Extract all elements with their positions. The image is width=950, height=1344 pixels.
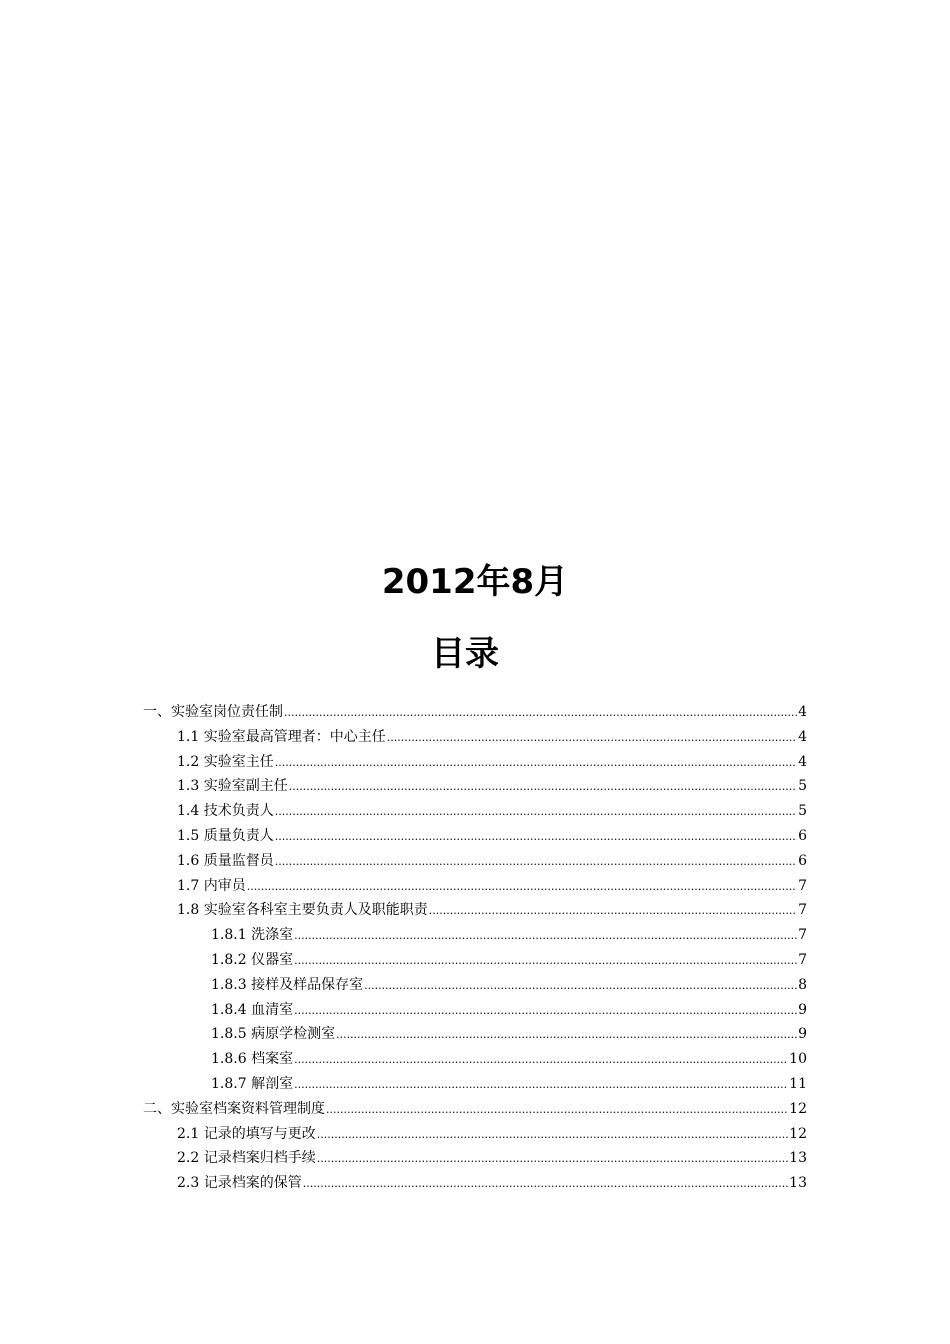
- toc-entry-title: 2.1 记录的填写与更改: [177, 1125, 316, 1142]
- toc-entry[interactable]: [143, 799, 807, 824]
- toc-dot-leader: [247, 875, 797, 900]
- toc-entry-title: 2.2 记录档案归档手续: [177, 1150, 316, 1167]
- toc-dot-leader: [317, 1147, 788, 1172]
- table-of-contents: [143, 700, 807, 1196]
- toc-entry[interactable]: [143, 1122, 807, 1147]
- toc-dot-leader: [387, 726, 797, 751]
- toc-dot-leader: [294, 924, 797, 949]
- toc-entry[interactable]: [143, 849, 807, 874]
- toc-dot-leader: [326, 1098, 788, 1123]
- toc-page-number: 4: [798, 704, 807, 720]
- toc-dot-leader: [275, 825, 797, 850]
- toc-entry[interactable]: [143, 998, 807, 1023]
- toc-entry[interactable]: [143, 973, 807, 998]
- toc-entry-title: 1.8.3 接样及样品保存室: [211, 976, 364, 993]
- toc-entry[interactable]: [143, 700, 807, 725]
- toc-entry[interactable]: [143, 725, 807, 750]
- toc-page-number: 5: [798, 803, 807, 820]
- toc-entry[interactable]: [143, 774, 807, 799]
- toc-page-number: 6: [798, 852, 807, 869]
- toc-page-number: 6: [798, 827, 807, 844]
- toc-dot-leader: [303, 1172, 788, 1197]
- toc-page-number: 9: [798, 1001, 807, 1018]
- toc-page-number: 7: [798, 902, 807, 919]
- toc-page-number: 12: [789, 1100, 807, 1117]
- toc-entry[interactable]: [143, 1171, 807, 1196]
- toc-entry[interactable]: [143, 898, 807, 923]
- toc-entry-title: 二、实验室档案资料管理制度: [143, 1100, 325, 1117]
- toc-page-number: 13: [789, 1150, 807, 1167]
- toc-entry-title: 1.6 质量监督员: [177, 852, 274, 869]
- toc-entry-title: 1.8.5 病原学检测室: [211, 1026, 336, 1043]
- toc-dot-leader: [275, 751, 797, 776]
- toc-page-number: 10: [789, 1051, 807, 1068]
- toc-title: 目录: [431, 634, 499, 674]
- toc-entry-title: 1.8.2 仪器室: [211, 951, 294, 968]
- toc-entry-title: 1.1 实验室最高管理者：中心主任: [177, 728, 386, 745]
- toc-entry[interactable]: [143, 1072, 807, 1097]
- toc-page-number: 9: [798, 1026, 807, 1043]
- toc-page-number: 4: [798, 728, 807, 745]
- toc-dot-leader: [294, 949, 797, 974]
- toc-dot-leader: [275, 800, 797, 825]
- toc-page-number: 7: [798, 927, 807, 944]
- toc-entry[interactable]: [143, 874, 807, 899]
- toc-entry-title: 1.7 内审员: [177, 877, 246, 894]
- toc-entry-title: 1.3 实验室副主任: [177, 778, 288, 795]
- toc-entry[interactable]: [143, 750, 807, 775]
- toc-page-number: 5: [798, 778, 807, 795]
- toc-page-number: 4: [798, 753, 807, 770]
- toc-entry-title: 1.8 实验室各科室主要负责人及职能职责: [177, 902, 428, 919]
- toc-entry-title: 1.8.7 解剖室: [211, 1075, 294, 1092]
- toc-page-number: 11: [789, 1075, 807, 1092]
- toc-entry[interactable]: [143, 1146, 807, 1171]
- toc-entry-title: 1.4 技术负责人: [177, 803, 274, 820]
- toc-dot-leader: [336, 1023, 797, 1048]
- toc-dot-leader: [429, 899, 797, 924]
- toc-page-number: 13: [789, 1175, 807, 1192]
- toc-page-number: 8: [798, 976, 807, 993]
- toc-entry-title: 1.2 实验室主任: [177, 753, 274, 770]
- toc-dot-leader: [364, 974, 797, 999]
- toc-entry-title: 一、实验室岗位责任制: [143, 704, 283, 720]
- toc-dot-leader: [284, 701, 797, 726]
- toc-entry[interactable]: [143, 824, 807, 849]
- toc-dot-leader: [294, 1073, 788, 1098]
- toc-entry-title: 1.8.4 血清室: [211, 1001, 294, 1018]
- toc-dot-leader: [294, 999, 797, 1024]
- toc-page-number: 12: [789, 1125, 807, 1142]
- toc-entry-title: 1.8.1 洗涤室: [211, 927, 294, 944]
- toc-dot-leader: [275, 850, 797, 875]
- toc-dot-leader: [317, 1123, 788, 1148]
- toc-entry-title: 2.3 记录档案的保管: [177, 1175, 302, 1192]
- toc-entry[interactable]: [143, 948, 807, 973]
- toc-dot-leader: [294, 1048, 788, 1073]
- toc-entry-title: 1.5 质量负责人: [177, 827, 274, 844]
- toc-page-number: 7: [798, 951, 807, 968]
- toc-entry[interactable]: [143, 1097, 807, 1122]
- toc-entry[interactable]: [143, 923, 807, 948]
- toc-page-number: 7: [798, 877, 807, 894]
- toc-entry[interactable]: [143, 1022, 807, 1047]
- toc-dot-leader: [289, 775, 797, 800]
- toc-entry-title: 1.8.6 档案室: [211, 1051, 294, 1068]
- toc-entry[interactable]: [143, 1047, 807, 1072]
- document-date: 2012年8月: [381, 562, 569, 602]
